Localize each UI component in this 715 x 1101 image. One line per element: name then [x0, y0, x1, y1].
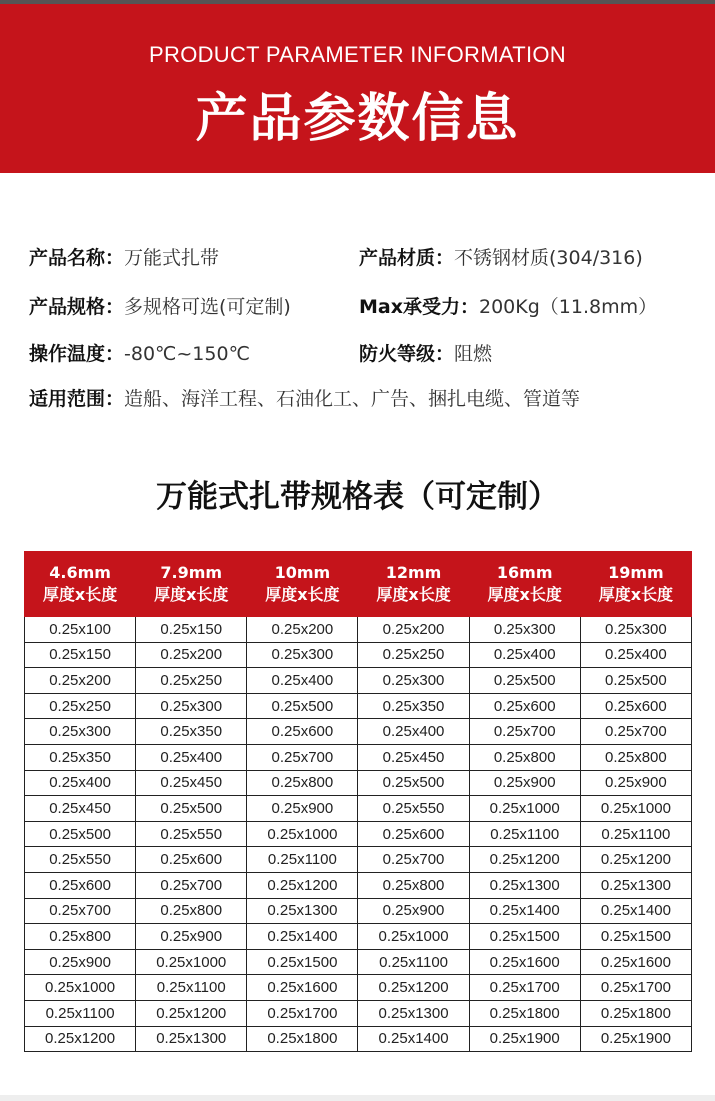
info-material — [359, 243, 643, 273]
table-cell: 0.25x1100 — [25, 1000, 136, 1026]
table-cell: 0.25x250 — [358, 642, 469, 668]
table-cell: 0.25x700 — [469, 719, 580, 745]
info-label: 产品规格： — [29, 296, 125, 318]
column-width: 10mm — [274, 563, 331, 582]
table-row — [25, 719, 692, 745]
table-cell: 0.25x900 — [580, 770, 691, 796]
table-cell: 0.25x800 — [358, 872, 469, 898]
table-cell: 0.25x1700 — [247, 1000, 358, 1026]
header-title-en: PRODUCT PARAMETER INFORMATION — [149, 42, 566, 67]
table-cell: 0.25x700 — [247, 744, 358, 770]
table-cell: 0.25x1100 — [358, 949, 469, 975]
table-cell: 0.25x1300 — [580, 872, 691, 898]
table-row — [25, 821, 692, 847]
info-label: 产品名称： — [29, 247, 125, 269]
info-scope — [29, 384, 580, 414]
table-cell: 0.25x1000 — [136, 949, 247, 975]
column-width: 7.9mm — [160, 563, 223, 582]
column-sub: 厚度x长度 — [487, 585, 562, 604]
table-cell: 0.25x600 — [136, 847, 247, 873]
info-label: 操作温度： — [29, 343, 125, 365]
table-row — [25, 1000, 692, 1026]
info-value: -80℃~150℃ — [124, 343, 250, 365]
table-cell: 0.25x550 — [136, 821, 247, 847]
table-cell: 0.25x1900 — [580, 1026, 691, 1052]
table-row — [25, 744, 692, 770]
column-sub: 厚度x长度 — [154, 585, 229, 604]
table-cell: 0.25x1000 — [469, 796, 580, 822]
table-cell: 0.25x1700 — [469, 975, 580, 1001]
column-header — [136, 552, 247, 617]
table-cell: 0.25x1600 — [247, 975, 358, 1001]
table-cell: 0.25x450 — [25, 796, 136, 822]
info-temperature — [29, 339, 250, 369]
table-cell: 0.25x500 — [580, 668, 691, 694]
table-cell: 0.25x1200 — [469, 847, 580, 873]
table-header-row — [25, 552, 692, 617]
column-header — [25, 552, 136, 617]
table-cell: 0.25x800 — [25, 924, 136, 950]
column-sub: 厚度x长度 — [265, 585, 340, 604]
table-cell: 0.25x1600 — [469, 949, 580, 975]
table-cell: 0.25x200 — [136, 642, 247, 668]
table-cell: 0.25x700 — [580, 719, 691, 745]
table-cell: 0.25x1300 — [358, 1000, 469, 1026]
table-cell: 0.25x1400 — [247, 924, 358, 950]
table-cell: 0.25x250 — [136, 668, 247, 694]
info-row-1 — [0, 243, 715, 273]
table-cell: 0.25x1400 — [580, 898, 691, 924]
info-label: 产品材质： — [359, 247, 455, 269]
table-cell: 0.25x1100 — [469, 821, 580, 847]
table-body — [25, 617, 692, 1052]
info-value: 200Kg（11.8mm） — [478, 296, 658, 318]
info-label: Max承受力： — [359, 296, 479, 318]
info-fire-rating — [359, 339, 492, 369]
table-cell: 0.25x900 — [136, 924, 247, 950]
info-row-4 — [0, 384, 715, 414]
table-cell: 0.25x350 — [136, 719, 247, 745]
info-product-name — [29, 243, 219, 273]
table-cell: 0.25x1200 — [247, 872, 358, 898]
table-cell: 0.25x800 — [469, 744, 580, 770]
table-cell: 0.25x500 — [469, 668, 580, 694]
table-cell: 0.25x1500 — [247, 949, 358, 975]
table-cell: 0.25x300 — [469, 617, 580, 643]
column-header — [247, 552, 358, 617]
table-cell: 0.25x1200 — [358, 975, 469, 1001]
table-cell: 0.25x1300 — [136, 1026, 247, 1052]
table-cell: 0.25x900 — [247, 796, 358, 822]
table-row — [25, 668, 692, 694]
column-sub: 厚度x长度 — [376, 585, 451, 604]
table-cell: 0.25x400 — [136, 744, 247, 770]
table-cell: 0.25x1400 — [358, 1026, 469, 1052]
bottom-strip — [0, 1095, 715, 1101]
table-row — [25, 924, 692, 950]
table-cell: 0.25x800 — [247, 770, 358, 796]
column-width: 16mm — [496, 563, 553, 582]
column-header — [358, 552, 469, 617]
info-row-2 — [0, 292, 715, 322]
table-cell: 0.25x1000 — [25, 975, 136, 1001]
info-value: 造船、海洋工程、石油化工、广告、捆扎电缆、管道等 — [124, 388, 581, 410]
table-cell: 0.25x1300 — [247, 898, 358, 924]
table-row — [25, 975, 692, 1001]
info-value: 多规格可选(可定制) — [124, 296, 291, 318]
table-cell: 0.25x1100 — [136, 975, 247, 1001]
table-cell: 0.25x550 — [25, 847, 136, 873]
table-cell: 0.25x1400 — [469, 898, 580, 924]
table-cell: 0.25x300 — [247, 642, 358, 668]
info-value: 万能式扎带 — [124, 247, 220, 269]
table-cell: 0.25x1500 — [469, 924, 580, 950]
table-cell: 0.25x1000 — [247, 821, 358, 847]
table-cell: 0.25x1100 — [247, 847, 358, 873]
table-cell: 0.25x1600 — [580, 949, 691, 975]
table-cell: 0.25x400 — [469, 642, 580, 668]
table-row — [25, 847, 692, 873]
info-value: 不锈钢材质(304/316) — [454, 247, 643, 269]
table-cell: 0.25x400 — [358, 719, 469, 745]
info-label: 适用范围： — [29, 388, 125, 410]
table-cell: 0.25x200 — [247, 617, 358, 643]
table-row — [25, 642, 692, 668]
column-width: 12mm — [385, 563, 442, 582]
table-row — [25, 898, 692, 924]
header-banner — [0, 4, 715, 173]
table-cell: 0.25x300 — [358, 668, 469, 694]
table-cell: 0.25x1100 — [580, 821, 691, 847]
table-cell: 0.25x700 — [136, 872, 247, 898]
table-cell: 0.25x200 — [358, 617, 469, 643]
table-title: 万能式扎带规格表（可定制） — [156, 479, 559, 515]
column-header — [580, 552, 691, 617]
column-sub: 厚度x长度 — [598, 585, 674, 604]
table-cell: 0.25x700 — [25, 898, 136, 924]
table-cell: 0.25x600 — [25, 872, 136, 898]
table-cell: 0.25x550 — [358, 796, 469, 822]
table-cell: 0.25x200 — [25, 668, 136, 694]
table-cell: 0.25x900 — [469, 770, 580, 796]
table-cell: 0.25x800 — [136, 898, 247, 924]
table-cell: 0.25x1200 — [136, 1000, 247, 1026]
table-cell: 0.25x350 — [25, 744, 136, 770]
table-cell: 0.25x600 — [358, 821, 469, 847]
column-header — [469, 552, 580, 617]
column-sub: 厚度x长度 — [42, 585, 118, 604]
table-cell: 0.25x700 — [358, 847, 469, 873]
table-cell: 0.25x300 — [580, 617, 691, 643]
table-cell: 0.25x600 — [247, 719, 358, 745]
table-cell: 0.25x500 — [358, 770, 469, 796]
spec-table — [24, 551, 692, 1052]
table-cell: 0.25x900 — [25, 949, 136, 975]
table-row — [25, 693, 692, 719]
table-cell: 0.25x500 — [25, 821, 136, 847]
table-cell: 0.25x450 — [136, 770, 247, 796]
table-cell: 0.25x600 — [580, 693, 691, 719]
table-cell: 0.25x500 — [136, 796, 247, 822]
table-cell: 0.25x1800 — [469, 1000, 580, 1026]
table-cell: 0.25x150 — [25, 642, 136, 668]
table-cell: 0.25x1000 — [358, 924, 469, 950]
table-row — [25, 949, 692, 975]
table-cell: 0.25x800 — [580, 744, 691, 770]
table-cell: 0.25x300 — [25, 719, 136, 745]
info-spec — [29, 292, 291, 322]
table-cell: 0.25x1900 — [469, 1026, 580, 1052]
info-max-load — [359, 292, 657, 322]
column-width: 4.6mm — [49, 563, 111, 582]
table-cell: 0.25x1200 — [580, 847, 691, 873]
table-cell: 0.25x1000 — [580, 796, 691, 822]
table-cell: 0.25x600 — [469, 693, 580, 719]
info-label: 防火等级： — [359, 343, 455, 365]
table-cell: 0.25x1200 — [25, 1026, 136, 1052]
table-cell: 0.25x1800 — [247, 1026, 358, 1052]
table-row — [25, 872, 692, 898]
table-cell: 0.25x1700 — [580, 975, 691, 1001]
table-row — [25, 796, 692, 822]
table-cell: 0.25x400 — [25, 770, 136, 796]
table-cell: 0.25x300 — [136, 693, 247, 719]
table-cell: 0.25x400 — [580, 642, 691, 668]
table-cell: 0.25x500 — [247, 693, 358, 719]
table-row — [25, 1026, 692, 1052]
table-cell: 0.25x1500 — [580, 924, 691, 950]
table-cell: 0.25x150 — [136, 617, 247, 643]
table-cell: 0.25x400 — [247, 668, 358, 694]
table-cell: 0.25x900 — [358, 898, 469, 924]
table-row — [25, 617, 692, 643]
table-row — [25, 770, 692, 796]
column-width: 19mm — [608, 563, 664, 582]
header-title-cn: 产品参数信息 — [195, 89, 520, 149]
table-cell: 0.25x250 — [25, 693, 136, 719]
table-cell: 0.25x1800 — [580, 1000, 691, 1026]
table-cell: 0.25x100 — [25, 617, 136, 643]
info-value: 阻燃 — [454, 343, 493, 365]
table-cell: 0.25x350 — [358, 693, 469, 719]
table-cell: 0.25x450 — [358, 744, 469, 770]
info-row-3 — [0, 339, 715, 369]
table-cell: 0.25x1300 — [469, 872, 580, 898]
